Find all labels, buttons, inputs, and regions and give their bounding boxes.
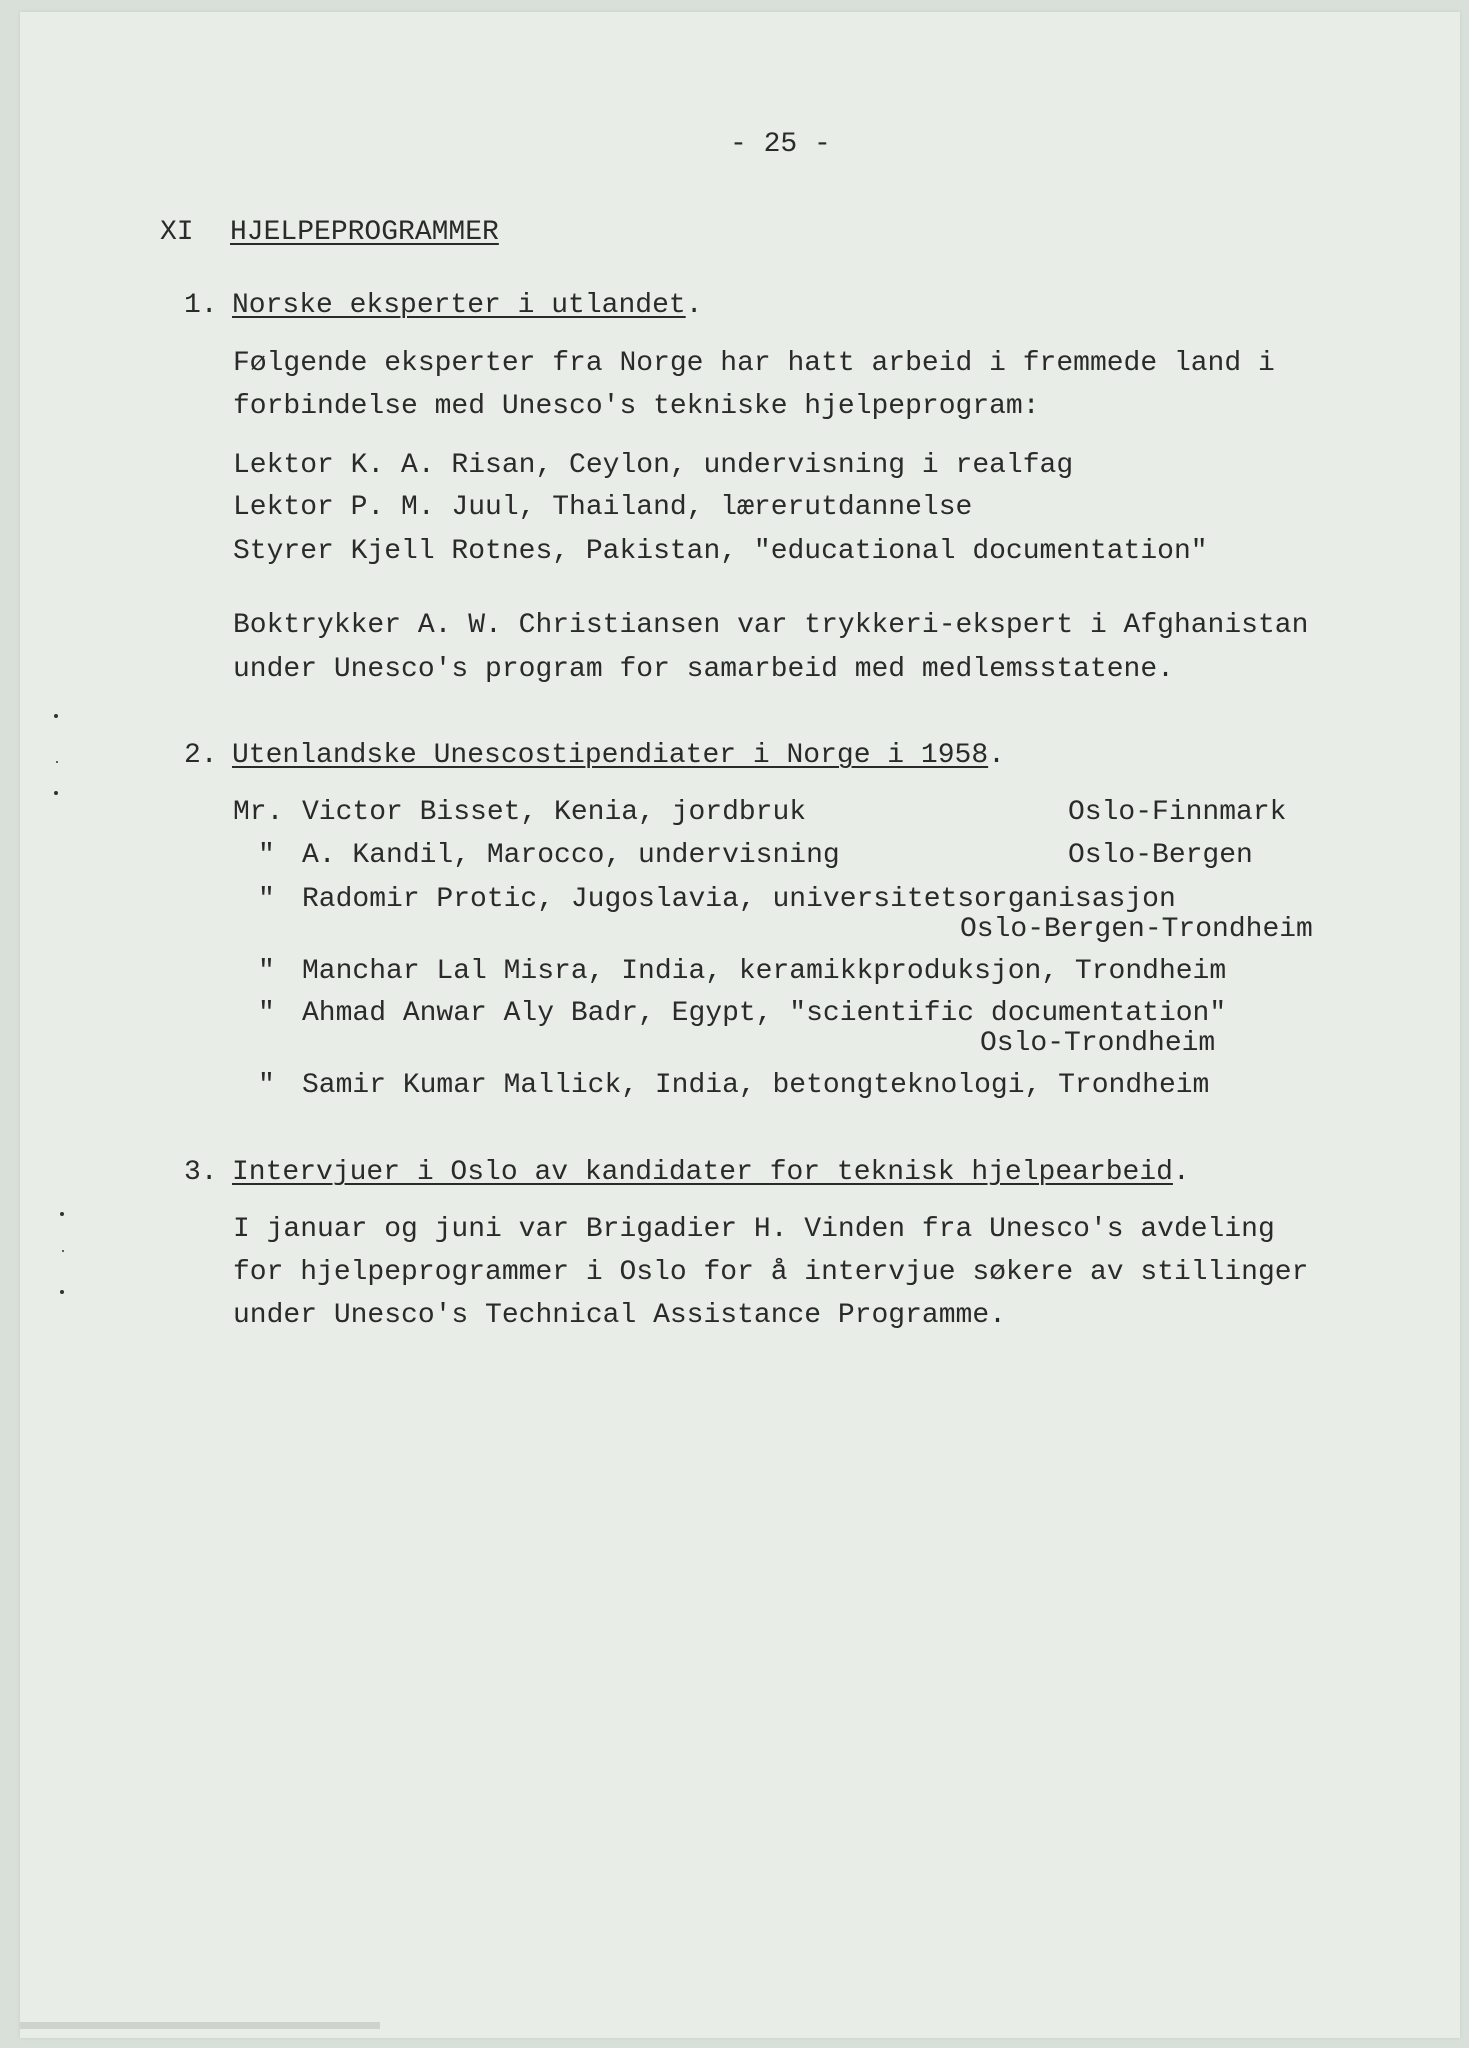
- page-number: - 25 -: [730, 129, 831, 160]
- margin-mark: [56, 761, 58, 763]
- s2-row-1-text: Victor Bisset, Kenia, jordbruk: [302, 797, 807, 828]
- margin-mark: [62, 1250, 64, 1252]
- s2-row-5-text: Ahmad Anwar Aly Badr, Egypt, "scientific documentation": [302, 998, 1227, 1029]
- s2-number: 2.: [184, 740, 218, 771]
- s3-heading: Intervjuer i Oslo av kandidater for teknisk hjelpearbeid: [232, 1157, 1173, 1188]
- s3-heading-wrap: [232, 1157, 1190, 1189]
- s1-expert-2: Lektor P. M. Juul, Thailand, lærerutdannelse: [233, 492, 973, 523]
- section-number: XI: [160, 217, 194, 248]
- s2-heading-wrap: [232, 740, 1005, 772]
- s1-note-line-1: Boktrykker A. W. Christiansen var trykkeri-ekspert i Afghanistan: [233, 610, 1309, 641]
- s2-row-3-place: Oslo-Bergen-Trondheim: [960, 914, 1313, 945]
- s2-row-2-text: A. Kandil, Marocco, undervisning: [302, 840, 840, 871]
- scan-edge: [20, 2022, 380, 2029]
- s1-intro-line-2: forbindelse med Unesco's tekniske hjelpeprogram:: [233, 391, 1040, 422]
- s3-line-3: under Unesco's Technical Assistance Programme.: [233, 1300, 1006, 1331]
- s1-number: 1.: [184, 290, 218, 321]
- s1-heading: Norske eksperter i utlandet: [232, 290, 686, 321]
- s1-intro-line-1: Følgende eksperter fra Norge har hatt arbeid i fremmede land i: [233, 348, 1275, 379]
- margin-mark: [54, 714, 58, 718]
- s1-heading-end: .: [685, 290, 703, 321]
- s2-row-6-text: Samir Kumar Mallick, India, betongteknologi, Trondheim: [302, 1070, 1210, 1101]
- s1-expert-1: Lektor K. A. Risan, Ceylon, undervisning i realfag: [233, 450, 1074, 481]
- s2-row-3-text: Radomir Protic, Jugoslavia, universitetsorganisasjon: [302, 884, 1176, 915]
- s2-row-1-place: Oslo-Finnmark: [1068, 797, 1287, 828]
- s3-number: 3.: [184, 1157, 218, 1188]
- s1-heading-wrap: [232, 290, 703, 322]
- margin-mark: [60, 1212, 64, 1216]
- s2-row-4-prefix: ": [258, 956, 275, 987]
- s2-row-6-prefix: ": [258, 1070, 275, 1101]
- s2-row-2-place: Oslo-Bergen: [1068, 840, 1253, 871]
- s3-line-2: for hjelpeprogrammer i Oslo for å intervjue søkere av stillinger: [233, 1257, 1309, 1288]
- s2-heading-end: .: [988, 740, 1005, 771]
- s3-heading-end: .: [1172, 1157, 1190, 1188]
- s1-note-line-2: under Unesco's program for samarbeid med medlemsstatene.: [233, 654, 1174, 685]
- s2-row-4-text: Manchar Lal Misra, India, keramikkproduksjon, Trondheim: [302, 956, 1227, 987]
- s2-row-2-prefix: ": [258, 840, 275, 871]
- margin-mark: [60, 1290, 64, 1294]
- s2-row-5-place: Oslo-Trondheim: [980, 1028, 1216, 1059]
- margin-mark: [54, 791, 58, 795]
- section-title: HJELPEPROGRAMMER: [230, 217, 499, 248]
- s2-row-3-prefix: ": [258, 884, 275, 915]
- s2-row-1-prefix: Mr.: [233, 797, 284, 828]
- s2-heading: Utenlandske Unescostipendiater i Norge i 1958: [232, 740, 989, 771]
- s2-row-5-prefix: ": [258, 998, 275, 1029]
- s3-line-1: I januar og juni var Brigadier H. Vinden fra Unesco's avdeling: [233, 1214, 1275, 1245]
- s1-expert-3: Styrer Kjell Rotnes, Pakistan, "educational documentation": [233, 536, 1208, 567]
